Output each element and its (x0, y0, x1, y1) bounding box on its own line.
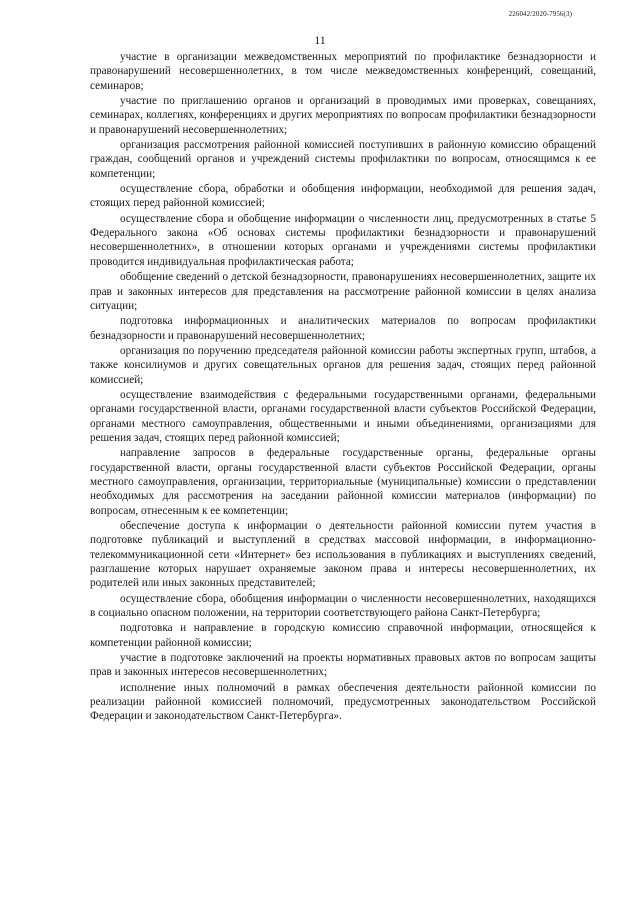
list-item-paragraph: обобщение сведений о детской безнадзорности, правонарушениях несовершеннолетних, защите их прав и законных интересов для представления на рассмотрение районной комиссии в целях анализа ситуации; (90, 271, 596, 312)
list-item-paragraph: обеспечение доступа к информации о деятельности районной комиссии путем участия в подготовке публикаций и выступлений в средствах массовой информации, в информационно-телекоммуникационной сети «Интернет» без использования в публикациях и выступлениях сведений, разглашение которых нарушает охраняемые законом права и интересы несовершеннолетних, их родителей или иных законных представителей; (90, 520, 596, 590)
page-number: 11 (314, 33, 326, 47)
list-item-paragraph: участие в организации межведомственных мероприятий по профилактике безнадзорности и правонарушений несовершеннолетних, в том числе межведомственных конференций, совещаний, семинаров; (90, 51, 596, 92)
document-body (90, 50, 596, 725)
list-item-paragraph: осуществление взаимодействия с федеральными государственными органами, федеральными органами государственной власти, органами государственной власти субъектов Российской Федерации, органами местного самоуправления, общественными и иными объединениями, организациями для решения задач, стоящих перед районной комиссией; (90, 388, 596, 444)
list-item-paragraph: организация рассмотрения районной комиссией поступивших в районную комиссию обращений граждан, сообщений органов и учреждений системы профилактики по вопросам, относящимся к ее компетенции; (90, 139, 596, 180)
list-item-paragraph: участие в подготовке заключений на проекты нормативных правовых актов по вопросам защиты прав и законных интересов несовершеннолетних; (90, 652, 596, 679)
list-item-paragraph: подготовка и направление в городскую комиссию справочной информации, относящейся к компетенции районной комиссии; (90, 622, 596, 649)
list-item-paragraph: осуществление сбора и обобщение информации о численности лиц, предусмотренных в статье 5 Федерального закона «Об основах системы профилактики безнадзорности и правонарушений несовершеннолетних», в отношении которых органами и учреждениями системы профилактики проводится индивидуальная профилактическая работа; (90, 212, 596, 268)
list-item-paragraph: исполнение иных полномочий в рамках обеспечения деятельности районной комиссии по реализации районной комиссией полномочий, предусмотренных законодательством Российской Федерации и законодательством Санкт-Петербурга». (90, 681, 596, 723)
list-item-paragraph: участие по приглашению органов и организаций в проводимых ими проверках, совещаниях, семинарах, коллегиях, конференциях и других мероприятиях по вопросам профилактики безнадзорности и правонарушений несовершеннолетних; (90, 95, 596, 136)
list-item-paragraph: подготовка информационных и аналитических материалов по вопросам профилактики безнадзорности и правонарушений несовершеннолетних; (90, 315, 596, 342)
list-item-paragraph: осуществление сбора, обработки и обобщения информации, необходимой для решения задач, стоящих перед районной комиссией; (90, 183, 596, 210)
list-item-paragraph: организация по поручению председателя районной комиссии работы экспертных групп, штабов, а также консилиумов и других совещательных органов для решения задач, стоящих перед районной комиссией; (90, 344, 596, 386)
list-item-paragraph: осуществление сбора, обобщения информации о численности несовершеннолетних, находящихся в социально опасном положении, на территории соответствующего района Санкт-Петербурга; (90, 592, 596, 620)
document-registration-number: 226042/2020-7956(3) (508, 10, 572, 18)
list-item-paragraph: направление запросов в федеральные государственные органы, федеральные органы государственной власти, органы государственной власти субъектов Российской Федерации, органы местного самоуправления, организации, территориальные (муниципальные) комиссии о представлении необходимых для рассмотрения на заседании районной комиссии материалов (информации) по вопросам, отнесенным к ее компетенции; (90, 447, 596, 517)
